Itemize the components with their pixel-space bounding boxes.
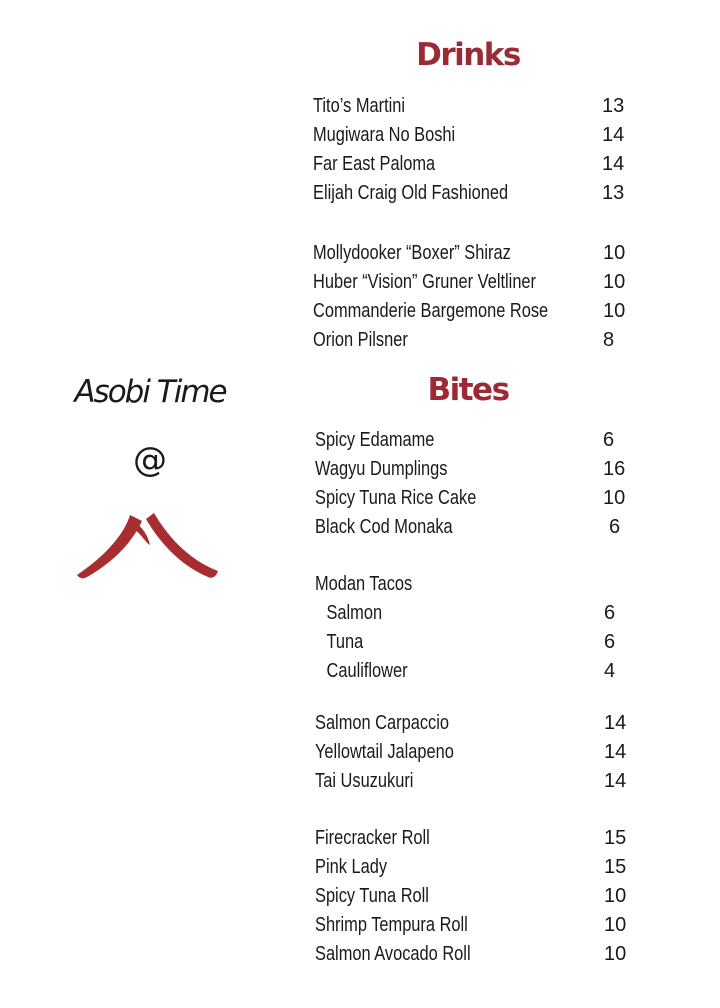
item-price: 6 (604, 631, 616, 653)
menu-item (315, 824, 635, 853)
menu-item (313, 268, 633, 297)
menu-item (315, 940, 635, 969)
item-name: Cauliflower (326, 660, 408, 682)
item-price: 10 (604, 914, 627, 936)
item-name: Salmon (326, 602, 383, 624)
item-name: Tai Usuzukuri (315, 770, 414, 792)
bites-starters-list (315, 426, 635, 542)
menu-item (315, 911, 635, 940)
item-name: Firecracker Roll (315, 827, 430, 849)
menu-item (315, 882, 635, 911)
item-name: Mollydooker “Boxer” Shiraz (313, 242, 511, 264)
item-price: 6 (603, 429, 615, 451)
item-price: 13 (602, 182, 625, 204)
menu-item (315, 426, 635, 455)
item-name: Far East Paloma (313, 153, 436, 175)
tacos-heading: Modan Tacos (315, 573, 413, 595)
bites-title: Bites (427, 372, 509, 408)
at-symbol: @ (133, 440, 167, 480)
item-price: 14 (604, 770, 627, 792)
menu-subheading (315, 570, 635, 599)
item-price: 4 (604, 660, 616, 682)
item-name: Spicy Tuna Rice Cake (315, 487, 477, 509)
item-price: 14 (604, 712, 627, 734)
bites-rolls-list (315, 824, 635, 969)
menu-item (315, 657, 635, 686)
item-name: Tuna (326, 631, 364, 653)
item-name: Spicy Edamame (315, 429, 435, 451)
item-name: Yellowtail Jalapeno (315, 741, 454, 763)
menu-item (315, 738, 635, 767)
item-price: 15 (604, 827, 627, 849)
item-price: 10 (603, 300, 626, 322)
logo-right-stroke (146, 513, 218, 578)
item-name: Salmon Avocado Roll (315, 943, 471, 965)
drinks-title: Drinks (416, 37, 520, 73)
logo-left-stroke (77, 515, 142, 578)
item-price: 6 (609, 516, 621, 538)
menu-item (313, 297, 633, 326)
item-name: Orion Pilsner (313, 329, 408, 351)
menu-item (315, 709, 635, 738)
item-name: Pink Lady (315, 856, 388, 878)
bites-tacos-list (315, 570, 635, 686)
item-price: 15 (604, 856, 627, 878)
item-name: Shrimp Tempura Roll (315, 914, 468, 936)
item-name: Black Cod Monaka (315, 516, 453, 538)
menu-item (313, 92, 633, 121)
item-name: Elijah Craig Old Fashioned (313, 182, 509, 204)
menu-item (313, 121, 633, 150)
item-price: 10 (603, 487, 626, 509)
menu-item (315, 455, 635, 484)
item-name: Salmon Carpaccio (315, 712, 450, 734)
item-name: Tito’s Martini (313, 95, 406, 117)
item-price: 6 (604, 602, 616, 624)
menu-item (313, 239, 633, 268)
item-price: 14 (604, 741, 627, 763)
item-name: Mugiwara No Boshi (313, 124, 456, 146)
item-name: Commanderie Bargemone Rose (313, 300, 549, 322)
menu-item (315, 767, 635, 796)
menu-item (315, 484, 635, 513)
hachi-logo-icon (72, 505, 222, 585)
menu-item (313, 150, 633, 179)
item-price: 10 (604, 943, 627, 965)
item-name: Wagyu Dumplings (315, 458, 448, 480)
menu-item (315, 628, 635, 657)
brand-name: Asobi Time (74, 374, 226, 410)
item-price: 10 (604, 885, 627, 907)
item-price: 10 (603, 271, 626, 293)
item-price: 8 (603, 329, 615, 351)
bites-raw-list (315, 709, 635, 796)
menu-item (313, 326, 633, 355)
item-name: Huber “Vision” Gruner Veltliner (313, 271, 537, 293)
item-price: 14 (602, 124, 625, 146)
menu-item (315, 853, 635, 882)
item-price: 10 (603, 242, 626, 264)
item-price: 14 (602, 153, 625, 175)
menu-item (315, 599, 635, 628)
drinks-cocktails-list (313, 92, 633, 208)
item-price: 13 (602, 95, 625, 117)
menu-item (313, 179, 633, 208)
drinks-wine-beer-list (313, 239, 633, 355)
item-name: Spicy Tuna Roll (315, 885, 429, 907)
menu-item (315, 513, 635, 542)
item-price: 16 (603, 458, 626, 480)
